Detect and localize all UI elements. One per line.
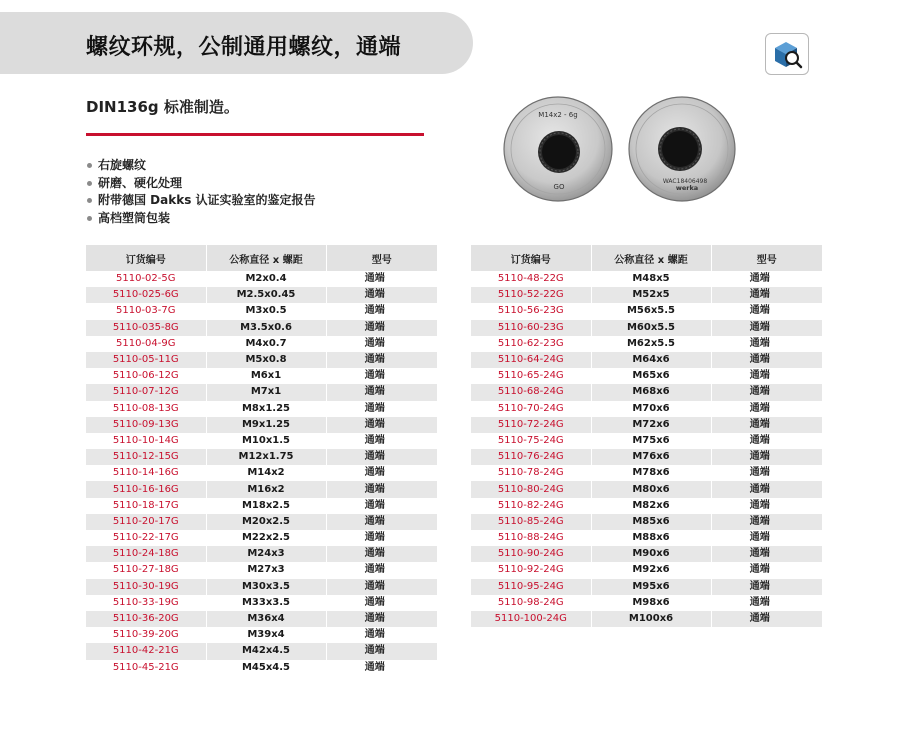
diameter-pitch-cell: M36x4 [206,611,326,627]
type-cell: 通端 [326,449,437,465]
diameter-pitch-cell: M64x6 [591,352,711,368]
diameter-pitch-cell: M90x6 [591,546,711,562]
type-cell: 通端 [326,595,437,611]
header-diameter-pitch: 公称直径 x 螺距 [591,245,711,271]
type-cell: 通端 [711,465,822,481]
table-row [471,287,822,303]
table-row [471,303,822,319]
table-row [471,336,822,352]
header-order-number: 订货编号 [471,245,591,271]
spec-table-left [86,245,437,676]
order-number-cell: 5110-30-19G [86,579,206,595]
table-row [86,433,437,449]
feature-item: 高档塑筒包装 [86,210,316,228]
order-number-cell: 5110-27-18G [86,562,206,578]
diameter-pitch-cell: M6x1 [206,368,326,384]
order-number-cell: 5110-14-16G [86,465,206,481]
table-row [86,352,437,368]
diameter-pitch-cell: M27x3 [206,562,326,578]
table-row [471,433,822,449]
type-cell: 通端 [326,611,437,627]
diameter-pitch-cell: M5x0.8 [206,352,326,368]
feature-list [86,157,316,227]
table-row [86,562,437,578]
table-row [471,401,822,417]
ring-gauge-front-image [502,95,614,203]
table-row [471,384,822,400]
order-number-cell: 5110-68-24G [471,384,591,400]
order-number-cell: 5110-42-21G [86,643,206,659]
diameter-pitch-cell: M12x1.75 [206,449,326,465]
table-row [86,643,437,659]
order-number-cell: 5110-08-13G [86,401,206,417]
page-title: 螺纹环规，公制通用螺纹，通端 [86,35,402,60]
order-number-cell: 5110-06-12G [86,368,206,384]
order-number-cell: 5110-03-7G [86,303,206,319]
diameter-pitch-cell: M18x2.5 [206,498,326,514]
diameter-pitch-cell: M70x6 [591,401,711,417]
table-row [471,498,822,514]
table-row [86,465,437,481]
type-cell: 通端 [711,352,822,368]
type-cell: 通端 [326,660,437,676]
diameter-pitch-cell: M60x5.5 [591,320,711,336]
diameter-pitch-cell: M68x6 [591,384,711,400]
table-row [86,417,437,433]
feature-item: 右旋螺纹 [86,157,316,175]
diameter-pitch-cell: M20x2.5 [206,514,326,530]
type-cell: 通端 [326,320,437,336]
table-row [86,611,437,627]
table-body-right [471,271,822,627]
order-number-cell: 5110-025-6G [86,287,206,303]
type-cell: 通端 [711,595,822,611]
diameter-pitch-cell: M78x6 [591,465,711,481]
diameter-pitch-cell: M16x2 [206,481,326,497]
table-row [86,287,437,303]
diameter-pitch-cell: M10x1.5 [206,433,326,449]
order-number-cell: 5110-78-24G [471,465,591,481]
table-row [86,336,437,352]
table-row [471,352,822,368]
diameter-pitch-cell: M56x5.5 [591,303,711,319]
type-cell: 通端 [326,498,437,514]
type-cell: 通端 [326,384,437,400]
diameter-pitch-cell: M30x3.5 [206,579,326,595]
order-number-cell: 5110-10-14G [86,433,206,449]
type-cell: 通端 [326,530,437,546]
diameter-pitch-cell: M3.5x0.6 [206,320,326,336]
table-row [86,449,437,465]
diameter-pitch-cell: M2.5x0.45 [206,287,326,303]
table-row [471,449,822,465]
table-row [471,465,822,481]
table-body-left [86,271,437,676]
type-cell: 通端 [711,271,822,287]
type-cell: 通端 [711,449,822,465]
diameter-pitch-cell: M52x5 [591,287,711,303]
diameter-pitch-cell: M24x3 [206,546,326,562]
type-cell: 通端 [326,546,437,562]
diameter-pitch-cell: M85x6 [591,514,711,530]
type-cell: 通端 [326,368,437,384]
order-number-cell: 5110-12-15G [86,449,206,465]
table-row [86,627,437,643]
table-row [471,368,822,384]
order-number-cell: 5110-70-24G [471,401,591,417]
order-number-cell: 5110-56-23G [471,303,591,319]
table-row [86,660,437,676]
table-row [86,498,437,514]
type-cell: 通端 [711,546,822,562]
table-row [86,530,437,546]
ring1-size-label: M14x2 - 6g [538,111,578,119]
order-number-cell: 5110-82-24G [471,498,591,514]
order-number-cell: 5110-75-24G [471,433,591,449]
diameter-pitch-cell: M33x3.5 [206,595,326,611]
order-number-cell: 5110-07-12G [86,384,206,400]
order-number-cell: 5110-09-13G [86,417,206,433]
type-cell: 通端 [326,562,437,578]
type-cell: 通端 [326,271,437,287]
table-row [471,514,822,530]
table-row [86,546,437,562]
table-row [471,611,822,627]
diameter-pitch-cell: M48x5 [591,271,711,287]
diameter-pitch-cell: M8x1.25 [206,401,326,417]
table-row [86,401,437,417]
diameter-pitch-cell: M42x4.5 [206,643,326,659]
type-cell: 通端 [711,417,822,433]
header-type: 型号 [711,245,822,271]
type-cell: 通端 [711,562,822,578]
diameter-pitch-cell: M98x6 [591,595,711,611]
order-number-cell: 5110-05-11G [86,352,206,368]
type-cell: 通端 [711,433,822,449]
feature-item: 附带德国 Dakks 认证实验室的鉴定报告 [86,192,316,210]
diameter-pitch-cell: M76x6 [591,449,711,465]
order-number-cell: 5110-20-17G [86,514,206,530]
type-cell: 通端 [326,643,437,659]
order-number-cell: 5110-36-20G [86,611,206,627]
order-number-cell: 5110-65-24G [471,368,591,384]
order-number-cell: 5110-100-24G [471,611,591,627]
type-cell: 通端 [326,433,437,449]
order-number-cell: 5110-95-24G [471,579,591,595]
diameter-pitch-cell: M4x0.7 [206,336,326,352]
type-cell: 通端 [711,303,822,319]
diameter-pitch-cell: M39x4 [206,627,326,643]
table-row [471,579,822,595]
type-cell: 通端 [326,352,437,368]
diameter-pitch-cell: M65x6 [591,368,711,384]
type-cell: 通端 [326,514,437,530]
order-number-cell: 5110-60-23G [471,320,591,336]
diameter-pitch-cell: M3x0.5 [206,303,326,319]
type-cell: 通端 [711,336,822,352]
type-cell: 通端 [711,384,822,400]
table-row [86,481,437,497]
ring2-serial-label: WAC18406498 [662,178,708,185]
type-cell: 通端 [711,287,822,303]
table-row [86,320,437,336]
diameter-pitch-cell: M7x1 [206,384,326,400]
table-row [471,562,822,578]
ring-gauge-back-image [627,95,737,203]
type-cell: 通端 [326,287,437,303]
order-number-cell: 5110-035-8G [86,320,206,336]
type-cell: 通端 [326,417,437,433]
table-row [471,595,822,611]
order-number-cell: 5110-85-24G [471,514,591,530]
type-cell: 通端 [711,514,822,530]
type-cell: 通端 [711,498,822,514]
type-cell: 通端 [326,465,437,481]
diameter-pitch-cell: M88x6 [591,530,711,546]
table-row [471,546,822,562]
diameter-pitch-cell: M2x0.4 [206,271,326,287]
order-number-cell: 5110-45-21G [86,660,206,676]
type-cell: 通端 [711,530,822,546]
order-number-cell: 5110-04-9G [86,336,206,352]
table-row [86,303,437,319]
accent-divider [86,133,424,136]
table-row [471,320,822,336]
feature-item: 研磨、硬化处理 [86,175,316,193]
table-row [86,514,437,530]
ring1-go-label: GO [553,183,565,191]
diameter-pitch-cell: M62x5.5 [591,336,711,352]
diameter-pitch-cell: M14x2 [206,465,326,481]
type-cell: 通端 [711,368,822,384]
table-row [86,271,437,287]
order-number-cell: 5110-48-22G [471,271,591,287]
type-cell: 通端 [326,303,437,319]
table-row [86,368,437,384]
header-order-number: 订货编号 [86,245,206,271]
header-type: 型号 [326,245,437,271]
order-number-cell: 5110-62-23G [471,336,591,352]
order-number-cell: 5110-88-24G [471,530,591,546]
table-row [471,530,822,546]
type-cell: 通端 [711,611,822,627]
table-row [86,579,437,595]
order-number-cell: 5110-16-16G [86,481,206,497]
table-header-row [86,245,437,271]
spec-table-right [471,245,822,627]
order-number-cell: 5110-33-19G [86,595,206,611]
order-number-cell: 5110-02-5G [86,271,206,287]
type-cell: 通端 [326,481,437,497]
table-row [471,271,822,287]
order-number-cell: 5110-52-22G [471,287,591,303]
type-cell: 通端 [711,481,822,497]
type-cell: 通端 [326,579,437,595]
table-row [471,481,822,497]
table-row [86,595,437,611]
table-row [471,417,822,433]
search-button[interactable] [765,33,809,75]
ring2-brand-label: werka [675,184,699,192]
diameter-pitch-cell: M100x6 [591,611,711,627]
order-number-cell: 5110-80-24G [471,481,591,497]
diameter-pitch-cell: M22x2.5 [206,530,326,546]
header-diameter-pitch: 公称直径 x 螺距 [206,245,326,271]
order-number-cell: 5110-72-24G [471,417,591,433]
type-cell: 通端 [326,401,437,417]
diameter-pitch-cell: M80x6 [591,481,711,497]
order-number-cell: 5110-90-24G [471,546,591,562]
diameter-pitch-cell: M9x1.25 [206,417,326,433]
diameter-pitch-cell: M95x6 [591,579,711,595]
order-number-cell: 5110-92-24G [471,562,591,578]
table-row [86,384,437,400]
order-number-cell: 5110-24-18G [86,546,206,562]
order-number-cell: 5110-64-24G [471,352,591,368]
type-cell: 通端 [711,401,822,417]
diameter-pitch-cell: M45x4.5 [206,660,326,676]
diameter-pitch-cell: M75x6 [591,433,711,449]
table-header-row [471,245,822,271]
order-number-cell: 5110-22-17G [86,530,206,546]
search-cube-icon [766,34,808,74]
order-number-cell: 5110-98-24G [471,595,591,611]
diameter-pitch-cell: M82x6 [591,498,711,514]
type-cell: 通端 [326,336,437,352]
type-cell: 通端 [711,320,822,336]
order-number-cell: 5110-76-24G [471,449,591,465]
order-number-cell: 5110-18-17G [86,498,206,514]
diameter-pitch-cell: M72x6 [591,417,711,433]
type-cell: 通端 [711,579,822,595]
diameter-pitch-cell: M92x6 [591,562,711,578]
standard-subtitle: DIN136g 标准制造。 [86,98,239,116]
order-number-cell: 5110-39-20G [86,627,206,643]
type-cell: 通端 [326,627,437,643]
